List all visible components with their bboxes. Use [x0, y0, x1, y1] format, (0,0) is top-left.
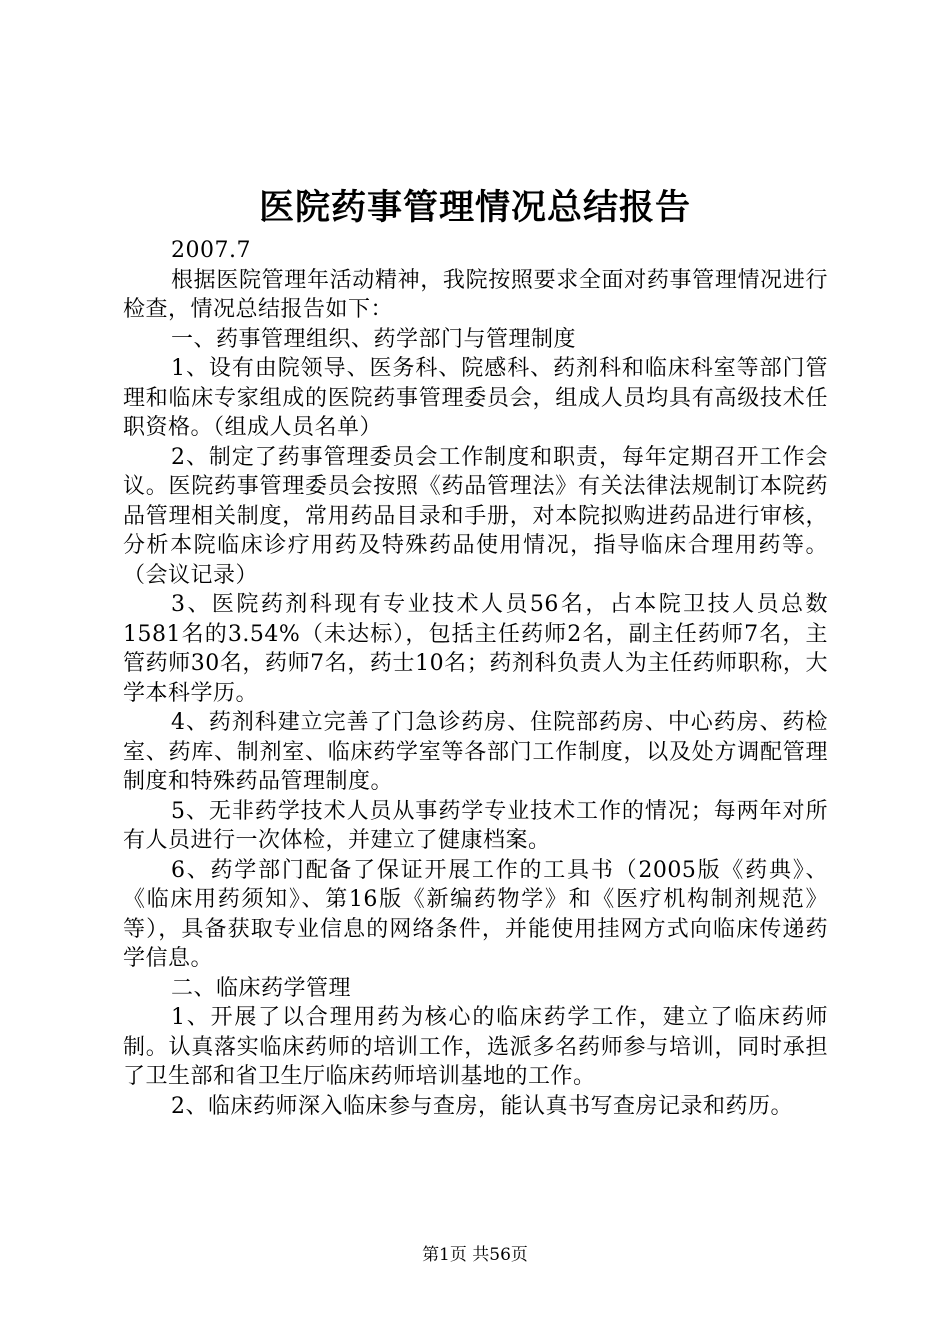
paragraph-1-3: 3、医院药剂科现有专业技术人员56名，占本院卫技人员总数1581名的3.54%（未达标），包括主任药师2名，副主任药师7名，主管药师30名，药师7名，药士10名；药剂科负责人为主任药师职称，大学本科学历。	[123, 592, 828, 706]
paragraph-1-1: 1、设有由院领导、医务科、院感科、药剂科和临床科室等部门管理和临床专家组成的医院药事管理委员会，组成人员均具有高级技术任职资格。（组成人员名单）	[123, 356, 828, 440]
paragraph-1-5: 5、无非药学技术人员从事药学专业技术工作的情况；每两年对所有人员进行一次体检，并建立了健康档案。	[123, 798, 828, 853]
date-line: 2007.7	[171, 238, 251, 263]
paragraph-intro: 根据医院管理年活动精神，我院按照要求全面对药事管理情况进行检查，情况总结报告如下：	[123, 267, 828, 322]
document-body	[123, 236, 828, 1121]
paragraph-1-2: 2、制定了药事管理委员会工作制度和职责，每年定期召开工作会议。医院药事管理委员会按照《药品管理法》有关法律法规制订本院药品管理相关制度，常用药品目录和手册，对本院拟购进药品进行审核，分析本院临床诊疗用药及特殊药品使用情况，指导临床合理用药等。（会议记录）	[123, 444, 828, 588]
page-footer: 第1页 共56页	[422, 1245, 528, 1265]
section-heading-1: 一、药事管理组织、药学部门与管理制度	[171, 326, 577, 352]
paragraph-1-4: 4、药剂科建立完善了门急诊药房、住院部药房、中心药房、药检室、药库、制剂室、临床药学室等各部门工作制度，以及处方调配管理制度和特殊药品管理制度。	[123, 710, 828, 794]
document-title: 医院药事管理情况总结报告	[258, 187, 691, 228]
paragraph-2-2: 2、临床药师深入临床参与查房，能认真书写查房记录和药历。	[171, 1093, 793, 1119]
paragraph-1-6: 6、药学部门配备了保证开展工作的工具书（2005版《药典》、《临床用药须知》、第16版《新编药物学》和《医疗机构制剂规范》等），具备获取专业信息的网络条件，并能使用挂网方式向临床传递药学信息。	[123, 857, 828, 971]
section-heading-2: 二、临床药学管理	[171, 975, 352, 1001]
paragraph-2-1: 1、开展了以合理用药为核心的临床药学工作，建立了临床药师制。认真落实临床药师的培训工作，选派多名药师参与培训，同时承担了卫生部和省卫生厅临床药师培训基地的工作。	[123, 1005, 828, 1089]
